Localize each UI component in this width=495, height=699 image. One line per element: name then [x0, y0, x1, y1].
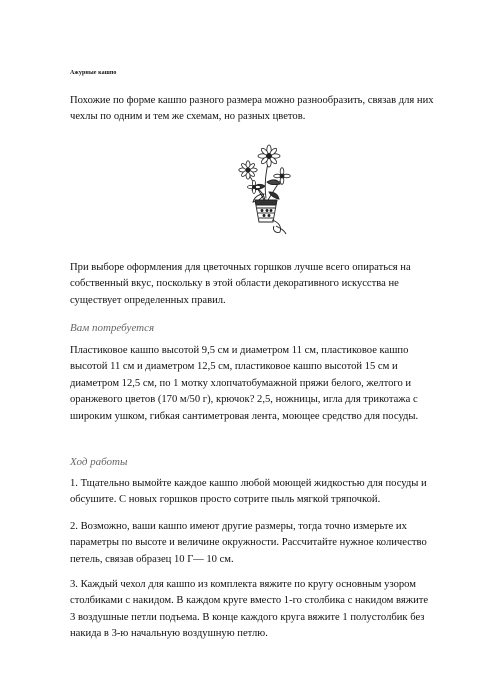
intro-paragraph [70, 93, 470, 126]
text-line: При выборе оформления для цветочных горшков лучше всего опираться на [70, 262, 411, 273]
materials-paragraph [70, 343, 470, 425]
text-line: диаметром 12,5 см, по 1 мотку хлопчатобумажной пряжи белого, желтого и [70, 377, 412, 389]
text-line: 3. Каждый чехол для кашпо из комплекта вяжите по кругу основным узором [70, 579, 416, 590]
text-line: столбиками с накидом. В каждом круге вместо 1-го столбика с накидом вяжите [70, 595, 429, 607]
text-line: широким ушком, гибкая сантиметровая лента, моющее средство для посуды. [70, 410, 419, 422]
text-line: 3 воздушные петли подъема. В конце каждого круга вяжите 1 полустолбик без [70, 611, 425, 623]
materials-heading: Вам потребуется [70, 322, 155, 334]
text-line: чехлы по одним и тем же схемам, но разных цветов. [70, 111, 306, 123]
advice-paragraph [70, 260, 470, 309]
text-line: собственный вкус, поскольку в этой области декоративного искусства не [70, 278, 399, 290]
step-2-paragraph [70, 519, 470, 568]
flower-pot-drawing-icon [236, 142, 292, 238]
text-line: 2. Возможно, ваши кашпо имеют другие размеры, тогда точно измерьте их [70, 521, 407, 532]
process-heading: Ход работы [70, 456, 128, 468]
step-1-paragraph [70, 476, 470, 509]
text-line: существует определенных правил. [70, 294, 226, 306]
text-line: высотой 11 см и диаметром 12,5 см, пластиковое кашпо высотой 15 см и [70, 361, 398, 373]
text-line: накида в 3-ю начальную воздушную петлю. [70, 628, 268, 640]
text-line: оранжевого цветов (170 м/50 г), крючок? 2,5, ножницы, игла для трикотажа с [70, 394, 418, 406]
text-line: параметры по высоте и величине окружности. Рассчитайте нужное количество [70, 537, 427, 549]
text-line: петель, связав образец 10 Г— 10 см. [70, 553, 234, 565]
text-line: обсушите. С новых горшков просто сотрите пыль мягкой тряпочкой. [70, 494, 381, 506]
page-header-title: Ажурные кашпо [70, 70, 117, 76]
step-3-paragraph [70, 577, 470, 643]
text-line: Похожие по форме кашпо разного размера можно разнообразить, связав для них [70, 95, 434, 106]
text-line: 1. Тщательно вымойте каждое кашпо любой моющей жидкостью для посуды и [70, 478, 427, 489]
text-line: Пластиковое кашпо высотой 9,5 см и диаметром 11 см, пластиковое кашпо [70, 345, 409, 356]
